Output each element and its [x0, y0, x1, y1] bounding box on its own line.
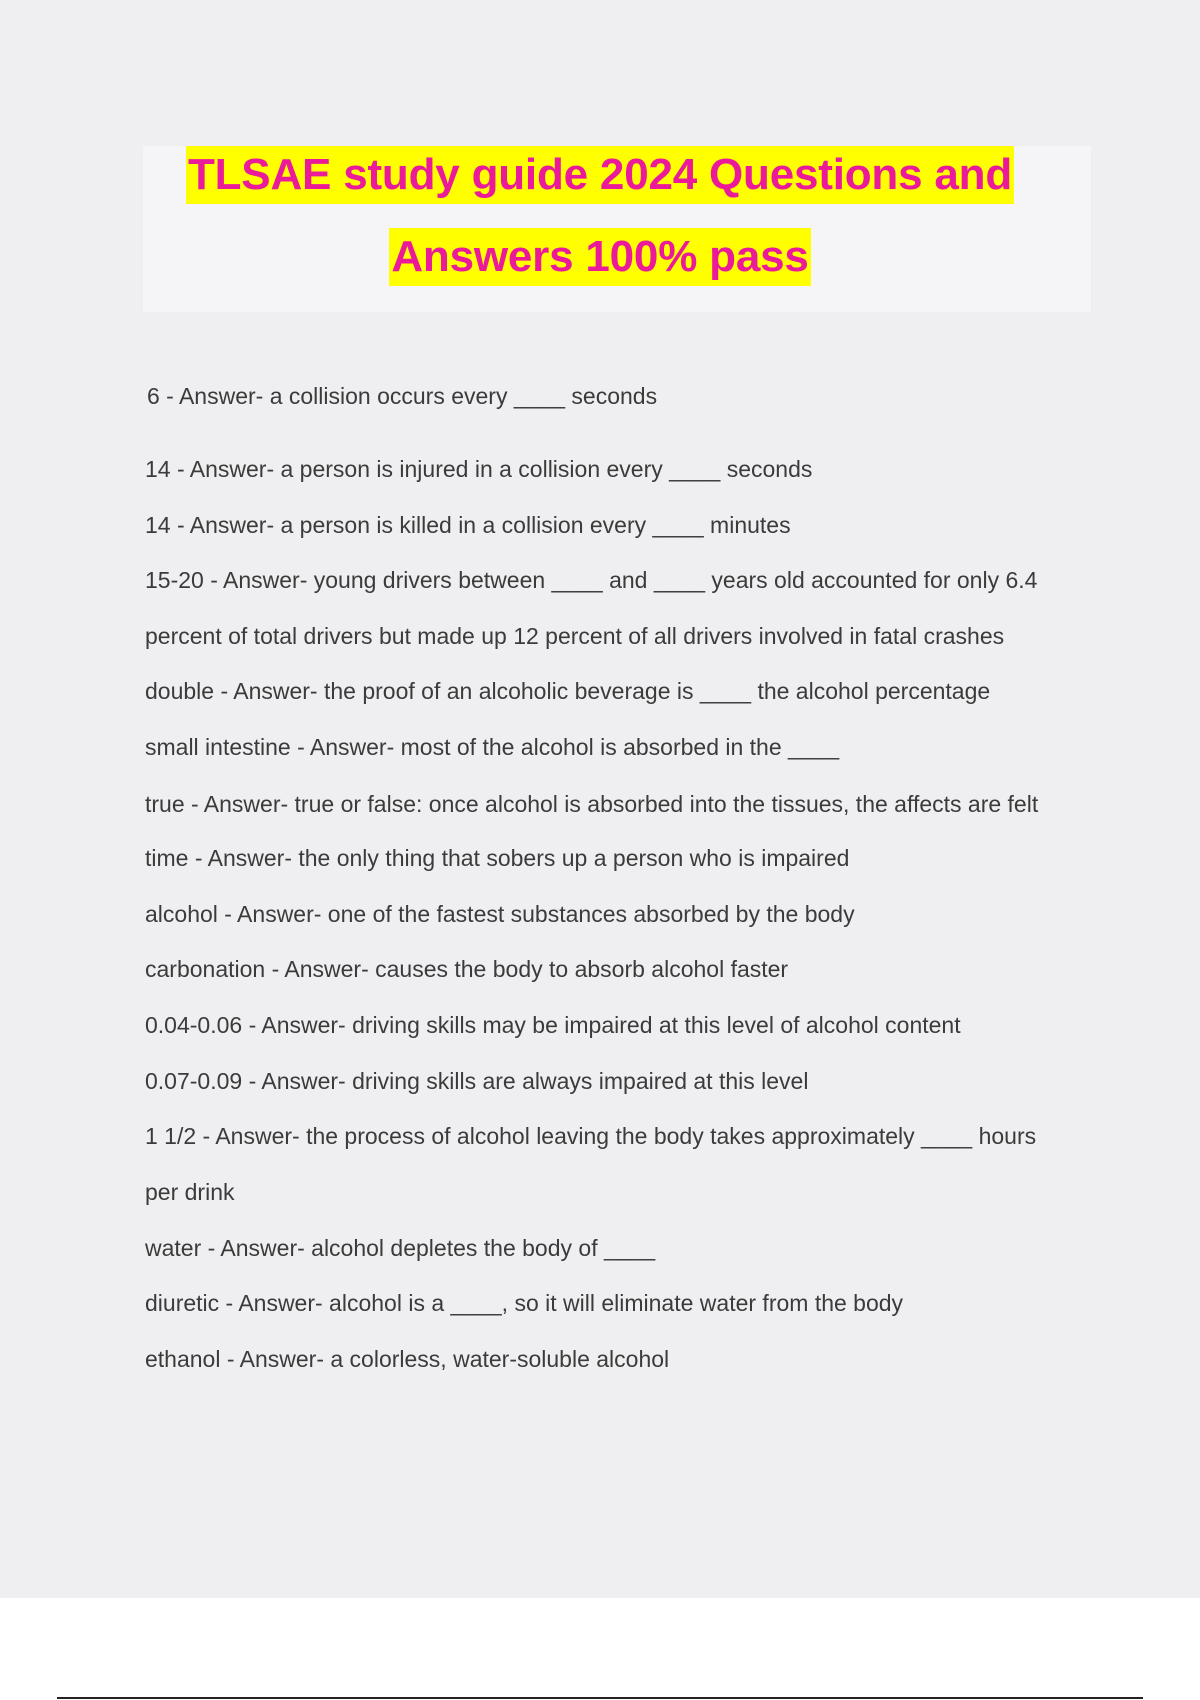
document-title-line-2: Answers 100% pass — [389, 228, 810, 286]
title-row-1 — [0, 146, 1200, 204]
qa-line: per drink — [145, 1179, 235, 1205]
qa-line: true - Answer- true or false: once alcohol is absorbed into the tissues, the affects are felt — [145, 791, 1039, 817]
qa-line: 0.04-0.06 - Answer- driving skills may be impaired at this level of alcohol content — [145, 1012, 961, 1038]
qa-line: time - Answer- the only thing that sobers up a person who is impaired — [145, 845, 850, 871]
qa-line: 14 - Answer- a person is injured in a collision every ____ seconds — [145, 456, 813, 482]
qa-line: ethanol - Answer- a colorless, water-soluble alcohol — [145, 1346, 670, 1372]
qa-line: water - Answer- alcohol depletes the body of ____ — [145, 1235, 656, 1261]
qa-line: percent of total drivers but made up 12 percent of all drivers involved in fatal crashes — [145, 623, 1005, 649]
qa-line: diuretic - Answer- alcohol is a ____, so it will eliminate water from the body — [145, 1290, 904, 1316]
bottom-divider — [57, 1697, 1143, 1699]
qa-line: carbonation - Answer- causes the body to absorb alcohol faster — [145, 956, 789, 982]
title-row-2 — [0, 228, 1200, 286]
document-title-line-1: TLSAE study guide 2024 Questions and — [186, 146, 1014, 204]
qa-line: small intestine - Answer- most of the alcohol is absorbed in the ____ — [145, 734, 840, 760]
qa-line: double - Answer- the proof of an alcoholic beverage is ____ the alcohol percentage — [145, 678, 991, 704]
qa-line: 6 - Answer- a collision occurs every ____ seconds — [147, 383, 658, 409]
qa-line: 15-20 - Answer- young drivers between ____ and ____ years old accounted for only 6.4 — [145, 567, 1038, 593]
qa-line: alcohol - Answer- one of the fastest substances absorbed by the body — [145, 901, 855, 927]
qa-line: 14 - Answer- a person is killed in a collision every ____ minutes — [145, 512, 791, 538]
qa-line: 0.07-0.09 - Answer- driving skills are always impaired at this level — [145, 1068, 809, 1094]
qa-line: 1 1/2 - Answer- the process of alcohol leaving the body takes approximately ____ hours — [145, 1123, 1037, 1149]
